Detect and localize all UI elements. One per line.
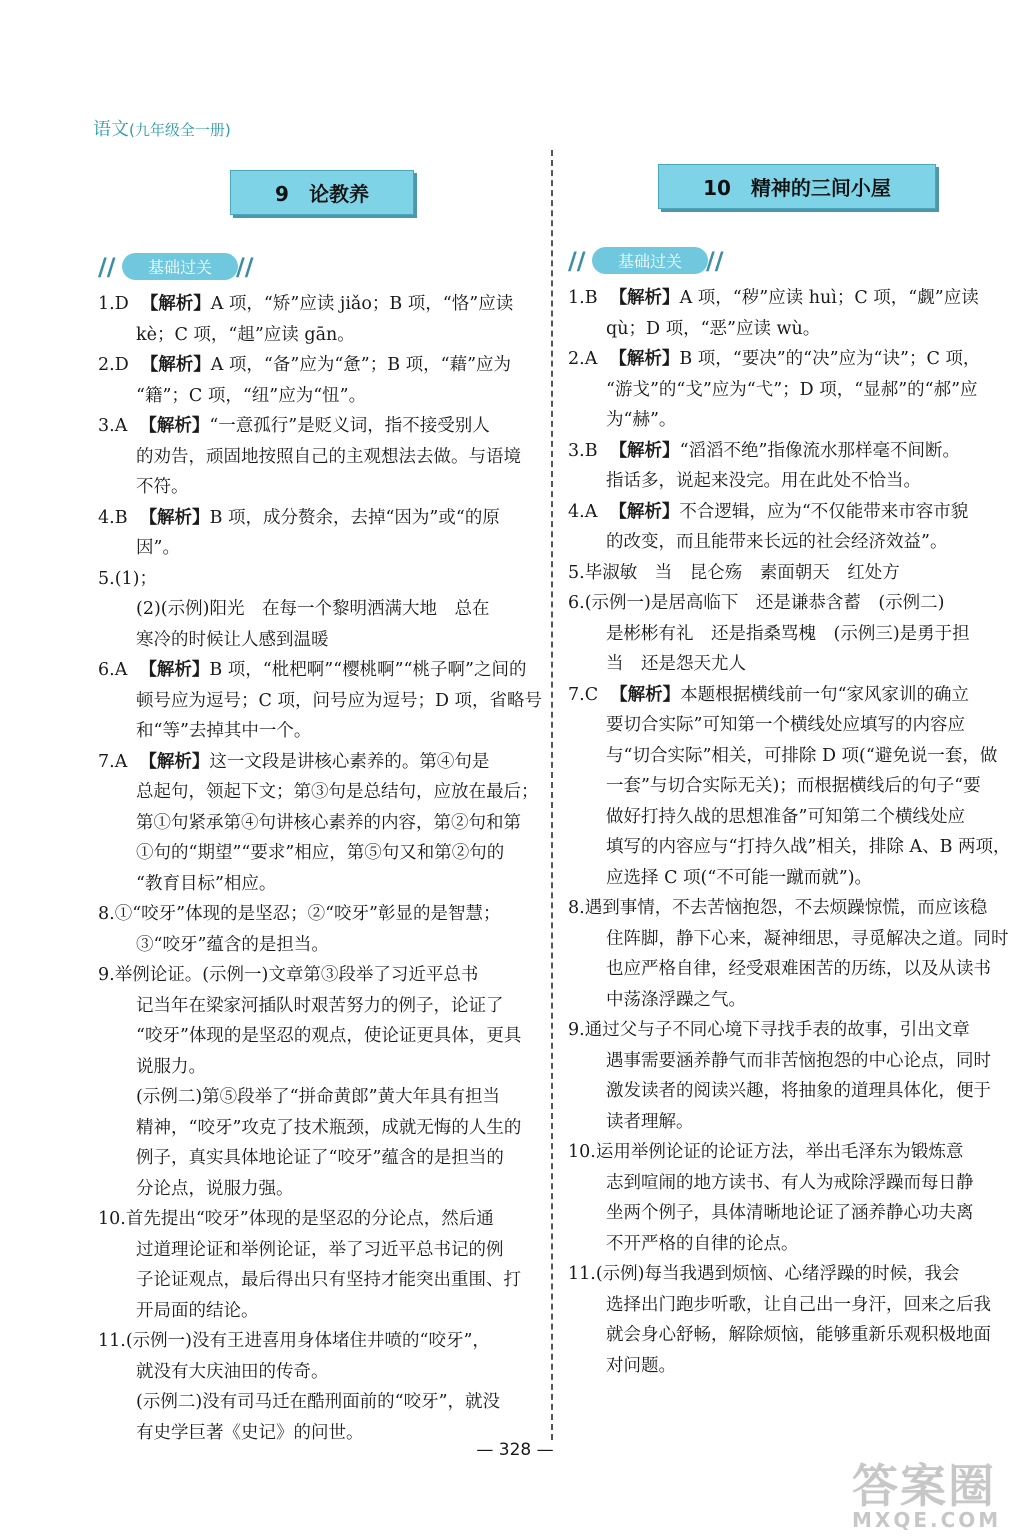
answer-line: 的劝告，顽固地按照自己的主观想法去做。与语境 (136, 446, 521, 467)
analysis-tag: 【解析】 (610, 684, 681, 705)
answer-text: 通过父与子不同心境下寻找手表的故事，引出文章 (584, 1020, 970, 1040)
answer-item (568, 680, 1026, 894)
answer-item (568, 893, 1026, 1015)
answer-line: 记当年在梁家河插队时艰苦努力的例子，论证了 (136, 995, 504, 1016)
answer-first-line (98, 350, 546, 381)
answer-number: 11. (98, 1331, 126, 1351)
answer-line: 选择出门跑步听歌，让自己出一身汗，回来之后我 (606, 1294, 991, 1315)
lesson-title-9: 9 论教养 (230, 170, 414, 215)
answer-line: 就会身心舒畅，解除烦恼，能够重新乐观积极地面 (606, 1325, 991, 1345)
answer-number: 6.A (98, 660, 128, 680)
slash-decoration-icon: // (236, 253, 254, 281)
answer-line: 有史学巨著《史记》的问世。 (136, 1422, 364, 1443)
answer-line: 为“赫”。 (606, 410, 677, 430)
answer-line: 当 还是怨天尤人 (606, 654, 746, 674)
answer-text: 这一文段是讲核心素养的。第④句是 (209, 751, 490, 772)
answer-line: 过道理论证和举例论证，举了习近平总书记的例 (136, 1239, 504, 1260)
answer-item (98, 564, 546, 656)
answer-number: 8. (98, 904, 115, 924)
answer-item (568, 344, 1026, 436)
answer-item (568, 588, 1026, 680)
analysis-tag: 【解析】 (139, 507, 210, 528)
section-tag (98, 249, 546, 283)
answer-item (568, 283, 1026, 344)
answer-item (568, 558, 1026, 589)
answer-first-line (98, 899, 546, 930)
answer-text: A 项，“矫”应读 jiǎo；B 项，“恪”应读 (210, 294, 514, 314)
answer-first-line (98, 1204, 546, 1235)
answer-line: 顿号应为逗号；C 项，问号应为逗号；D 项，省略号 (136, 690, 543, 711)
section-label: 基础过关 (592, 247, 708, 274)
answer-first-line (98, 289, 546, 320)
answer-number: 3.B (568, 440, 598, 461)
answer-text: 遇到事情，不去苦恼抱怨，不去烦躁惊慌，而应该稳 (584, 898, 988, 918)
answer-line: 遇事需要涵养静气而非苦恼抱怨的中心论点，同时 (606, 1050, 991, 1071)
answer-first-line (568, 1015, 1026, 1046)
answer-first-line (568, 283, 1026, 314)
answer-line: 读者理解。 (606, 1111, 694, 1132)
analysis-tag: 【解析】 (609, 440, 680, 461)
answer-number: 6. (568, 593, 585, 613)
answer-text: 运用举例论证的论证方法，举出毛泽东为锻炼意 (595, 1142, 964, 1162)
answer-number: 1.D (98, 294, 129, 314)
answer-first-line (98, 655, 546, 686)
analysis-tag: 【解析】 (139, 751, 210, 772)
answer-item (568, 1259, 1026, 1381)
answer-line: “教育目标”相应。 (136, 873, 277, 894)
grade-label: (九年级全一册) (129, 121, 231, 139)
answer-line: 坐两个例子，具体清晰地论证了涵养静心功夫离 (606, 1203, 974, 1223)
slash-decoration-icon: // (98, 253, 116, 281)
answer-item (98, 899, 546, 960)
answer-number: 9. (98, 965, 115, 985)
answer-line: 总起句，领起下文；第③句是总结句，应放在最后； (136, 782, 539, 802)
answer-line: 是彬彬有礼 还是指桑骂槐 (示例三)是勇于担 (606, 623, 970, 644)
page-number: — 328 — (476, 1440, 554, 1460)
answer-line: 例子，真实具体地论证了“咬牙”蕴含的是担当的 (136, 1148, 504, 1168)
answer-line: 填写的内容应与“打持久战”相关，排除 A、B 两项， (606, 837, 1011, 857)
answer-number: 8. (568, 898, 585, 918)
page-header (93, 115, 231, 141)
answer-text: B 项，“枇杷啊”“樱桃啊”“桃子啊”之间的 (209, 660, 527, 680)
watermark-text: 答案圈 (852, 1459, 996, 1513)
answer-line: 指话多，说起来没完。用在此处不恰当。 (606, 471, 921, 491)
answer-line: 不开严格的自律的论点。 (606, 1233, 799, 1254)
answer-line: 精神，“咬牙”攻克了技术瓶颈，成就无悔的人生的 (136, 1117, 522, 1138)
answer-first-line (568, 588, 1026, 619)
answer-item (568, 436, 1026, 497)
answer-item (98, 503, 546, 564)
analysis-tag: 【解析】 (609, 288, 680, 308)
answer-first-line (568, 497, 1026, 528)
answer-line: 激发读者的阅读兴趣，将抽象的道理具体化，便于 (606, 1081, 991, 1101)
answer-line: (示例二)第⑤段举了“拼命黄郎”黄大年具有担当 (136, 1087, 501, 1107)
answer-text: (示例)每当我遇到烦恼、心绪浮躁的时候，我会 (595, 1264, 960, 1284)
subject-label: 语文 (93, 119, 129, 140)
answer-item (568, 1137, 1026, 1259)
answer-number: 4.A (568, 501, 598, 522)
answer-text: B 项，“要决”的“决”应为“诀”；C 项， (679, 349, 981, 369)
answer-text: 举例论证。(示例一)文章第③段举了习近平总书 (114, 965, 479, 985)
answer-item (98, 411, 546, 503)
answer-text: 不合逻辑，应为“不仅能带来市容市貌 (679, 501, 969, 522)
answer-text: 本题根据横线前一句“家风家训的确立 (680, 684, 970, 705)
answer-item (568, 1015, 1026, 1137)
analysis-tag: 【解析】 (140, 355, 211, 375)
answer-item (98, 289, 546, 350)
answer-line: “籍”；C 项，“纽”应为“忸”。 (136, 385, 367, 406)
answer-list-left (98, 289, 546, 1448)
answer-line: 中荡涤浮躁之气。 (606, 989, 746, 1010)
answer-line: (示例二)没有司马迁在酷刑面前的“咬牙”，就没 (136, 1392, 501, 1412)
answer-line: “游戈”的“戈”应为“弋”；D 项，“显郝”的“郝”应 (606, 379, 978, 400)
answer-line: 与“切合实际”相关，可排除 D 项(“避免说一套，做 (606, 745, 998, 766)
answer-first-line (568, 344, 1026, 375)
watermark-url: MXQE.COM (852, 1508, 1002, 1532)
answer-first-line (568, 1137, 1026, 1168)
answer-first-line (568, 680, 1026, 711)
answer-number: 7.C (568, 684, 599, 705)
answer-number: 2.D (98, 355, 129, 375)
answer-text: “滔滔不绝”指像流水那样毫不间断。 (679, 440, 960, 461)
answer-line: kè；C 项，“趄”应读 gān。 (136, 324, 355, 345)
answer-number: 4.B (98, 507, 128, 528)
answer-number: 5. (98, 568, 115, 589)
answer-line: 不符。 (136, 477, 189, 497)
answer-line: 志到喧闹的地方读书、有人为戒除浮躁而每日静 (606, 1172, 974, 1193)
answer-line: 要切合实际”可知第一个横线处应填写的内容应 (606, 715, 965, 735)
answer-text: B 项，成分赘余，去掉“因为”或“的原 (209, 507, 500, 528)
answer-text: (示例一)没有王进喜用身体堵住井喷的“咬牙”， (125, 1331, 490, 1351)
answer-line: ①句的“期望”“要求”相应，第⑤句又和第②句的 (136, 843, 505, 863)
answer-first-line (568, 893, 1026, 924)
answer-line: 一套”与切合实际无关)；而根据横线后的句子“要 (606, 776, 981, 796)
left-column (98, 170, 546, 1448)
column-divider (551, 150, 553, 1440)
answer-line: “咬牙”体现的是坚忍的观点，使论证更具体，更具 (136, 1026, 522, 1046)
section-tag (568, 243, 1026, 277)
answer-line: 做好打持久战的思想准备”可知第二个横线处应 (606, 806, 965, 827)
answer-item (98, 1326, 546, 1448)
answer-number: 10. (98, 1209, 126, 1229)
answer-item (98, 747, 546, 900)
answer-line: 应选择 C 项(“不可能一蹴而就”)。 (606, 867, 873, 888)
watermark-logo (852, 1450, 1022, 1530)
answer-first-line (98, 411, 546, 442)
answer-line: 开局面的结论。 (136, 1300, 259, 1321)
answer-line: 也应严格自律，经受艰难困苦的历练，以及从读书 (606, 959, 991, 979)
answer-line: 的改变，而且能带来长远的社会经济效益”。 (606, 532, 948, 552)
slash-decoration-icon: // (568, 247, 586, 275)
answer-first-line (98, 960, 546, 991)
answer-list-right (568, 283, 1026, 1381)
answer-text: “一意孤行”是贬义词，指不接受别人 (209, 416, 490, 436)
answer-line: 和“等”去掉其中一个。 (136, 721, 312, 741)
answer-item (98, 655, 546, 747)
answer-line: 说服力。 (136, 1056, 206, 1077)
answer-number: 9. (568, 1020, 585, 1040)
answer-first-line (98, 1326, 546, 1357)
answer-first-line (98, 564, 546, 595)
analysis-tag: 【解析】 (139, 660, 210, 680)
answer-line: qù；D 项，“恶”应读 wù。 (606, 318, 821, 339)
answer-text: A 项，“备”应为“惫”；B 项，“藉”应为 (210, 355, 512, 375)
right-column (568, 170, 1026, 1381)
answer-number: 2.A (568, 349, 598, 369)
answer-line: 子论证观点，最后得出只有坚持才能突出重围、打 (136, 1270, 521, 1290)
answer-line: (2)(示例)阳光 在每一个黎明洒满大地 总在 (136, 599, 490, 619)
analysis-tag: 【解析】 (609, 349, 680, 369)
answer-text: A 项，“秽”应读 huì；C 项，“觑”应读 (679, 288, 979, 308)
answer-line: 寒冷的时候让人感到温暖 (136, 629, 329, 650)
answer-number: 10. (568, 1142, 596, 1162)
answer-first-line (98, 503, 546, 534)
answer-number: 3.A (98, 416, 128, 436)
answer-line: 第①句紧承第④句讲核心素养的内容，第②句和第 (136, 812, 521, 833)
answer-line: 因”。 (136, 538, 180, 558)
analysis-tag: 【解析】 (140, 294, 211, 314)
answer-text: (1)； (114, 568, 157, 589)
section-label: 基础过关 (122, 253, 238, 280)
slash-decoration-icon: // (706, 247, 724, 275)
answer-item (98, 350, 546, 411)
answer-text: (示例一)是居高临下 还是谦恭含蓄 (示例二) (584, 593, 945, 613)
analysis-tag: 【解析】 (609, 501, 680, 522)
answer-line: ③“咬牙”蕴含的是担当。 (136, 934, 329, 955)
lesson-title-10: 10 精神的三间小屋 (658, 164, 936, 209)
answer-line: 就没有大庆油田的传奇。 (136, 1361, 329, 1382)
answer-number: 7.A (98, 751, 128, 772)
answer-line: 分论点，说服力强。 (136, 1178, 294, 1199)
answer-item (98, 960, 546, 1204)
answer-item (98, 1204, 546, 1326)
answer-number: 5. (568, 562, 585, 583)
answer-item (568, 497, 1026, 558)
answer-line: 对问题。 (606, 1355, 676, 1376)
answer-text: ①“咬牙”体现的是坚忍；②“咬牙”彰显的是智慧； (114, 904, 501, 924)
answer-first-line (98, 747, 546, 778)
answer-number: 1.B (568, 288, 598, 308)
answer-text: 首先提出“咬牙”体现的是坚忍的分论点，然后通 (125, 1209, 494, 1229)
analysis-tag: 【解析】 (139, 416, 210, 436)
answer-first-line (568, 1259, 1026, 1290)
answer-first-line (568, 436, 1026, 467)
answer-text: 毕淑敏 当 昆仑殇 素面朝天 红处方 (584, 562, 900, 583)
answer-number: 11. (568, 1264, 596, 1284)
answer-line: 住阵脚，静下心来，凝神细思，寻觅解决之道。同时 (606, 928, 1009, 949)
answer-first-line (568, 558, 1026, 589)
